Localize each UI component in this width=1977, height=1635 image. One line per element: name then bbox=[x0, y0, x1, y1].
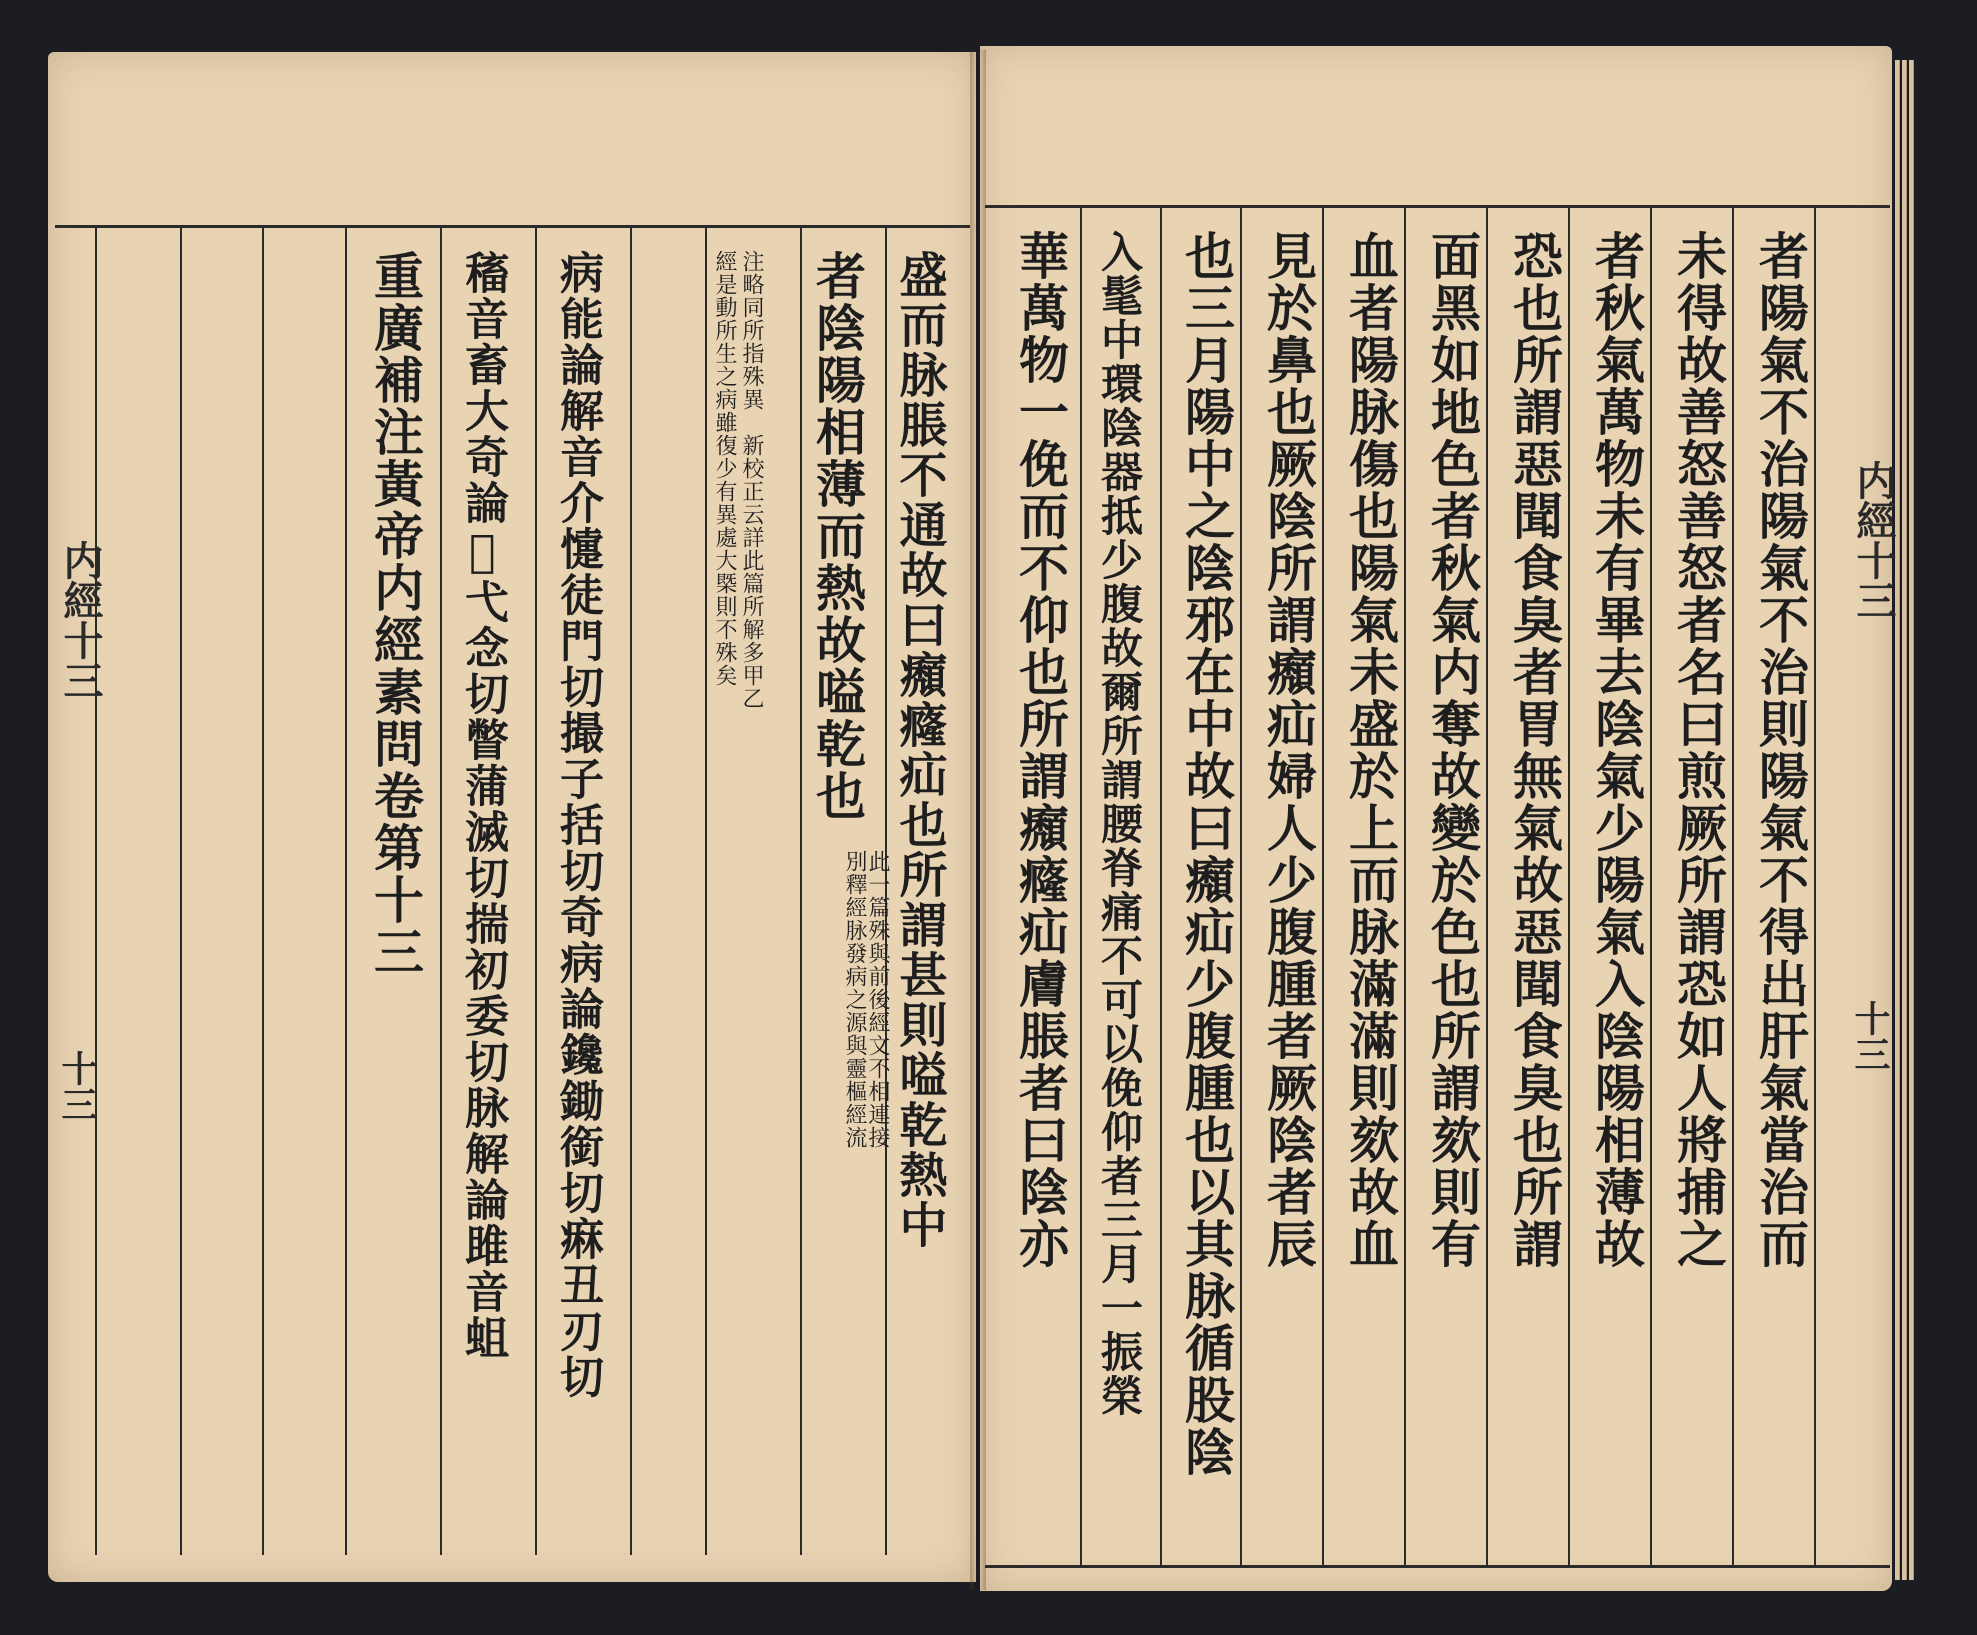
column-rule bbox=[1240, 205, 1242, 1565]
page-edge bbox=[1895, 60, 1900, 1580]
commentary-note: 此一篇殊與前後經文不相連接 bbox=[865, 850, 890, 1149]
column-rule bbox=[262, 225, 264, 1555]
spine-folio: 十三 bbox=[56, 1050, 98, 1122]
column-rule bbox=[440, 225, 442, 1555]
top-border bbox=[985, 205, 1890, 208]
main-column: 見於鼻也厥陰所謂㿗疝婦人少腹腫者厥陰者辰 bbox=[1259, 230, 1318, 1270]
column-rule bbox=[345, 225, 347, 1555]
spine-folio: 十三 bbox=[1849, 1000, 1891, 1072]
column-rule bbox=[800, 225, 802, 1555]
main-column: 也三月陽中之陰邪在中故曰㿗疝少腹腫也以其脉循股陰 bbox=[1177, 230, 1236, 1478]
juan-title: 重廣補注黃帝内經素問卷第十三 bbox=[366, 250, 425, 978]
column-rule bbox=[1160, 205, 1162, 1565]
column-rule bbox=[1322, 205, 1324, 1565]
spine-label: 内經十三 bbox=[57, 540, 104, 700]
page-edge bbox=[1909, 60, 1914, 1580]
main-column: 華萬物一俛而不仰也所謂㿗癃疝膚脹者曰陰亦 bbox=[1011, 230, 1070, 1270]
commentary-note: 別釋經脉發病之源與靈樞經流 bbox=[842, 850, 867, 1149]
main-column: 者陽氣不治陽氣不治則陽氣不得出肝氣當治而 bbox=[1751, 230, 1810, 1270]
column-rule bbox=[705, 225, 707, 1555]
column-rule bbox=[535, 225, 537, 1555]
main-column: 入髦中環陰器抵少腹故爾所謂腰脊痛不可以俛仰者三月一振榮 bbox=[1095, 230, 1144, 1418]
top-border bbox=[55, 225, 970, 228]
main-column: 未得故善怒善怒者名曰煎厥所謂恐如人將捕之 bbox=[1669, 230, 1728, 1270]
commentary-main: 盛而脉脹不通故曰㿗癃疝也所謂甚則嗌乾熱中 bbox=[891, 250, 947, 1250]
column-rule bbox=[1080, 205, 1082, 1565]
main-column: 面黑如地色者秋氣内奪故變於色也所謂欬則有 bbox=[1423, 230, 1482, 1270]
column-rule bbox=[630, 225, 632, 1555]
commentary-note: 經是動所生之病雖復少有異處大槩則不殊矣 bbox=[712, 250, 737, 687]
column-rule bbox=[1404, 205, 1406, 1565]
contents-line: 稸音畜大奇論𨲖弋念切瞥蒲滅切揣初委切脉解論雎音蛆 bbox=[457, 250, 508, 1361]
commentary-note: 注略同所指殊異 新校正云詳此篇所解多甲乙 bbox=[739, 250, 764, 710]
book-gutter bbox=[970, 50, 986, 1590]
column-rule bbox=[1486, 205, 1488, 1565]
commentary-main: 者陰陽相薄而熱故嗌乾也 bbox=[808, 250, 867, 822]
bottom-border bbox=[985, 1565, 1890, 1568]
contents-line: 病能論解音介懥徒門切撮子括切奇病論鑱鋤銜切痳丑刃切 bbox=[552, 250, 603, 1400]
column-rule bbox=[1814, 205, 1816, 1565]
spine-label: 内經十三 bbox=[1850, 460, 1897, 620]
column-rule bbox=[1650, 205, 1652, 1565]
column-rule bbox=[95, 225, 97, 1555]
page-edge bbox=[1902, 60, 1907, 1580]
column-rule bbox=[1568, 205, 1570, 1565]
column-rule bbox=[180, 225, 182, 1555]
column-rule bbox=[1732, 205, 1734, 1565]
main-column: 恐也所謂惡聞食臭者胃無氣故惡聞食臭也所謂 bbox=[1505, 230, 1564, 1270]
main-column: 血者陽脉傷也陽氣未盛於上而脉滿滿則欬故血 bbox=[1341, 230, 1400, 1270]
main-column: 者秋氣萬物未有畢去陰氣少陽氣入陰陽相薄故 bbox=[1587, 230, 1646, 1270]
